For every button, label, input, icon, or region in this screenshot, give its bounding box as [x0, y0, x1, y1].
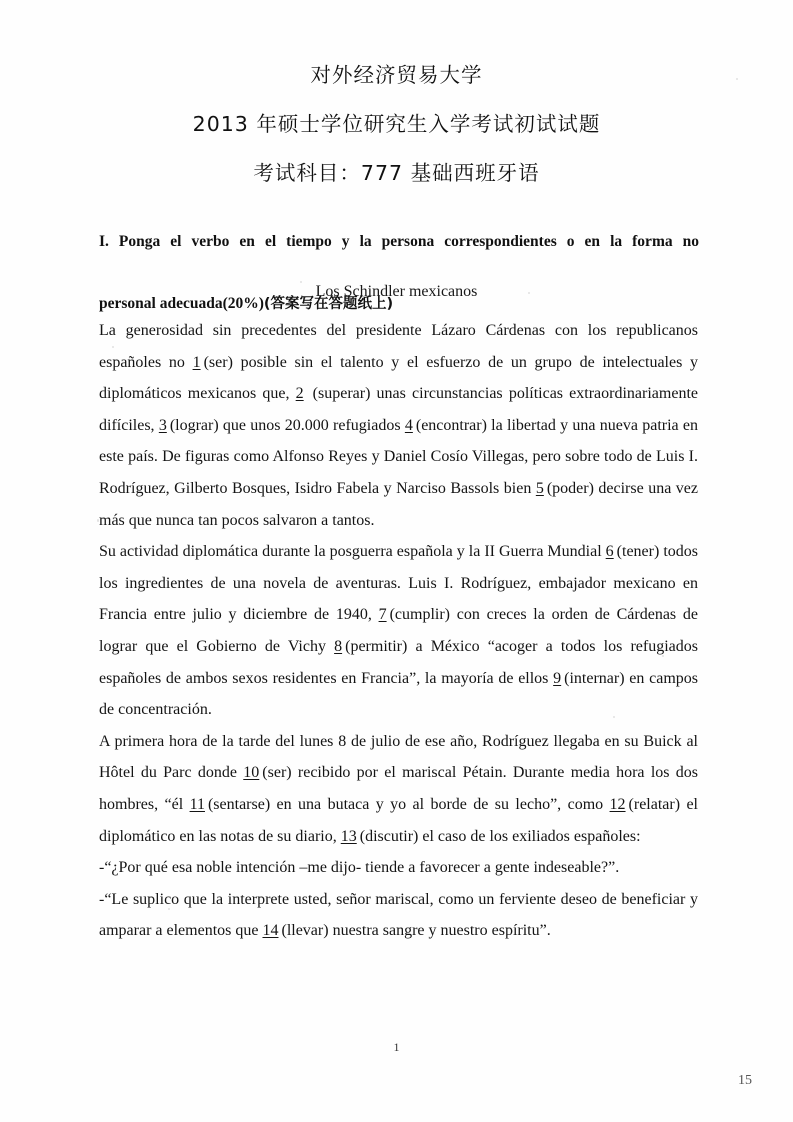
answer-blank-8[interactable]: 8	[334, 637, 343, 655]
page-number: 1	[393, 1040, 400, 1054]
section-heading-line2-latin: personal adecuada(20%)	[99, 295, 264, 312]
subject-title: 考试科目：777 基础西班牙语	[253, 161, 540, 185]
paragraph: -“Le suplico que la interprete usted, señor mariscal, como un ferviente deseo de beneficiar y amparar a elementos que 14 (llevar) nuestra sangre y nuestro espíritu”.	[99, 890, 698, 940]
section-heading-line1: I. Ponga el verbo en el tiempo y la persona correspondientes o en la forma no	[99, 233, 699, 250]
answer-blank-5[interactable]: 5	[535, 479, 544, 497]
corner-page-number: 15	[738, 1073, 752, 1088]
answer-blank-13[interactable]: 13	[340, 827, 357, 845]
paragraph: -“¿Por qué esa noble intención –me dijo- tiende a favorecer a gente indeseable?”.	[99, 859, 620, 877]
paragraph: A primera hora de la tarde del lunes 8 de julio de ese año, Rodríguez llegaba en su Buick al Hôtel du Parc donde 10 (ser) recibido por el mariscal Pétain. Durante media hora los dos hombres, “él 11 (sentarse) en una butaca y yo al borde de su lecho”, como 12 (relatar) el diplomático en las notas de su diario, 13 (discutir) el caso de los exiliados españoles:	[99, 732, 699, 845]
document-title-block	[0, 58, 793, 205]
answer-blank-14[interactable]: 14	[262, 922, 279, 940]
answer-blank-3[interactable]: 3	[158, 416, 167, 434]
section-heading	[99, 226, 699, 320]
answer-blank-12[interactable]: 12	[609, 795, 626, 813]
section-heading-line2-chinese: (答案写在答题纸上)	[263, 296, 394, 312]
answer-blank-7[interactable]: 7	[378, 606, 387, 624]
article-title: Los Schindler mexicanos	[315, 283, 478, 300]
answer-blank-4[interactable]: 4	[404, 416, 413, 434]
paragraph: Su actividad diplomática durante la posguerra española y la II Guerra Mundial 6 (tener) todos los ingredientes de una novela de aventuras. Luis I. Rodríguez, embajador mexicano en Francia entre julio y diciembre de 1940, 7 (cumplir) con creces la orden de Cárdenas de lograr que el Gobierno de Vichy 8 (permitir) a México “acoger a todos los refugiados españoles de ambos sexos residentes en Francia”, la mayoría de ellos 9 (internar) en campos de concentración.	[99, 543, 699, 719]
answer-blank-6[interactable]: 6	[605, 543, 614, 561]
answer-blank-9[interactable]: 9	[553, 669, 562, 687]
exam-title: 2013 年硕士学位研究生入学考试初试试题	[192, 112, 601, 136]
answer-blank-10[interactable]: 10	[243, 764, 260, 782]
paragraph: La generosidad sin precedentes del presidente Lázaro Cárdenas con los republicanos españoles no 1 (ser) posible sin el talento y el esfuerzo de un grupo de intelectuales y diplomáticos mexicanos que, 2 (superar) unas circunstancias políticas extraordinariamente difíciles, 3 (lograr) que unos 20.000 refugiados 4 (encontrar) la libertad y una nueva patria en este país. De figuras como Alfonso Reyes y Daniel Cosío Villegas, pero sobre todo de Luis I. Rodríguez, Gilberto Bosques, Isidro Fabela y Narciso Bassols bien 5 (poder) decirse una vez más que nunca tan pocos salvaron a tantos.	[99, 322, 699, 529]
university-title: 对外经济贸易大学	[310, 63, 483, 87]
answer-blank-11[interactable]: 11	[189, 795, 205, 813]
answer-blank-2[interactable]: 2	[295, 385, 304, 403]
answer-blank-1[interactable]: 1	[192, 353, 201, 371]
article-body	[99, 315, 698, 947]
